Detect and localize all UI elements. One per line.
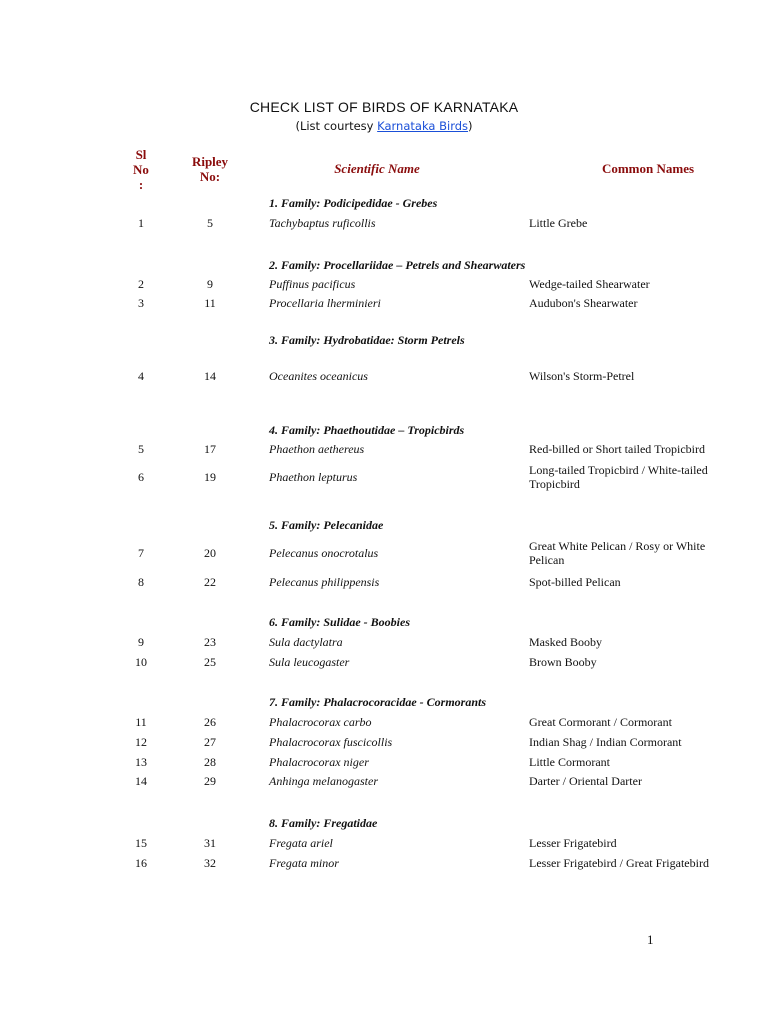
courtesy-prefix: (List courtesy bbox=[295, 119, 378, 133]
page-number: 1 bbox=[647, 932, 654, 947]
sl-cell: 2 bbox=[138, 277, 144, 291]
scientific-name-cell: Tachybaptus ruficollis bbox=[269, 216, 376, 230]
ripley-cell: 9 bbox=[207, 277, 213, 291]
sl-cell: 10 bbox=[135, 655, 147, 669]
common-name-cell: Audubon's Shearwater bbox=[529, 296, 638, 310]
family-heading: 2. Family: Procellariidae – Petrels and Shearwaters bbox=[269, 258, 526, 272]
ripley-cell: 14 bbox=[204, 369, 216, 383]
family-heading: 8. Family: Fregatidae bbox=[269, 816, 378, 830]
header-common-names: Common Names bbox=[601, 161, 695, 176]
ripley-cell: 32 bbox=[204, 856, 216, 870]
scientific-name-cell: Pelecanus philippensis bbox=[269, 575, 380, 589]
common-name-cell: Masked Booby bbox=[529, 635, 602, 649]
scientific-name-cell: Sula leucogaster bbox=[269, 655, 350, 669]
family-heading: 3. Family: Hydrobatidae: Storm Petrels bbox=[269, 333, 465, 347]
sl-cell: 4 bbox=[138, 369, 144, 383]
ripley-cell: 20 bbox=[204, 546, 216, 560]
common-name-cell: Little Grebe bbox=[529, 216, 588, 230]
family-heading: 6. Family: Sulidae - Boobies bbox=[269, 615, 410, 629]
common-name-cell: Indian Shag / Indian Cormorant bbox=[529, 735, 682, 749]
scientific-name-cell: Phaethon lepturus bbox=[269, 470, 358, 484]
common-name-cell: Long-tailed Tropicbird / White-tailed Tropicbird bbox=[529, 463, 708, 491]
sl-cell: 15 bbox=[135, 836, 147, 850]
ripley-cell: 5 bbox=[207, 216, 213, 230]
sl-cell: 1 bbox=[138, 216, 144, 230]
sl-cell: 7 bbox=[138, 546, 144, 560]
ripley-cell: 23 bbox=[204, 635, 216, 649]
family-heading: 1. Family: Podicipedidae - Grebes bbox=[269, 196, 438, 210]
ripley-cell: 26 bbox=[204, 715, 216, 729]
sl-cell: 3 bbox=[138, 296, 144, 310]
scientific-name-cell: Phalacrocorax carbo bbox=[269, 715, 372, 729]
common-name-cell: Little Cormorant bbox=[529, 755, 610, 769]
common-name-cell: Lesser Frigatebird / Great Frigatebird bbox=[529, 856, 709, 870]
family-heading: 5. Family: Pelecanidae bbox=[269, 518, 384, 532]
karnataka-birds-link[interactable]: Karnataka Birds bbox=[377, 119, 469, 133]
ripley-cell: 29 bbox=[204, 774, 216, 788]
ripley-cell: 22 bbox=[204, 575, 216, 589]
sl-cell: 14 bbox=[135, 774, 147, 788]
family-heading: 4. Family: Phaethoutidae – Tropicbirds bbox=[269, 423, 465, 437]
ripley-cell: 19 bbox=[204, 470, 216, 484]
page-title: CHECK LIST OF BIRDS OF KARNATAKA bbox=[249, 99, 519, 115]
ripley-cell: 27 bbox=[204, 735, 216, 749]
common-name-cell: Great Cormorant / Cormorant bbox=[529, 715, 672, 729]
scientific-name-cell: Anhinga melanogaster bbox=[269, 774, 378, 788]
ripley-cell: 31 bbox=[204, 836, 216, 850]
sl-cell: 16 bbox=[135, 856, 147, 870]
common-name-cell: Great White Pelican / Rosy or White Pelican bbox=[529, 539, 706, 567]
scientific-name-cell: Phaethon aethereus bbox=[269, 442, 365, 456]
sl-cell: 11 bbox=[135, 715, 147, 729]
sl-cell: 8 bbox=[138, 575, 144, 589]
sl-cell: 13 bbox=[135, 755, 147, 769]
ripley-cell: 11 bbox=[204, 296, 216, 310]
courtesy-suffix: ) bbox=[468, 119, 473, 133]
scientific-name-cell: Phalacrocorax fuscicollis bbox=[269, 735, 393, 749]
sl-cell: 12 bbox=[135, 735, 147, 749]
ripley-cell: 17 bbox=[204, 442, 216, 456]
common-name-cell: Wedge-tailed Shearwater bbox=[529, 277, 650, 291]
scientific-name-cell: Phalacrocorax niger bbox=[269, 755, 369, 769]
scientific-name-cell: Fregata ariel bbox=[269, 836, 333, 850]
header-ripley-no: Ripley No: bbox=[191, 154, 229, 184]
common-name-cell: Red-billed or Short tailed Tropicbird bbox=[529, 442, 705, 456]
common-name-cell: Darter / Oriental Darter bbox=[529, 774, 642, 788]
common-name-cell: Brown Booby bbox=[529, 655, 597, 669]
scientific-name-cell: Puffinus pacificus bbox=[269, 277, 356, 291]
ripley-cell: 28 bbox=[204, 755, 216, 769]
scientific-name-cell: Oceanites oceanicus bbox=[269, 369, 368, 383]
scientific-name-cell: Fregata minor bbox=[269, 856, 339, 870]
scientific-name-cell: Pelecanus onocrotalus bbox=[269, 546, 379, 560]
family-heading: 7. Family: Phalacrocoracidae - Cormorants bbox=[269, 695, 486, 709]
common-name-cell: Spot-billed Pelican bbox=[529, 575, 621, 589]
sl-cell: 9 bbox=[138, 635, 144, 649]
common-name-cell: Lesser Frigatebird bbox=[529, 836, 617, 850]
ripley-cell: 25 bbox=[204, 655, 216, 669]
scientific-name-cell: Procellaria lherminieri bbox=[269, 296, 381, 310]
courtesy-line bbox=[0, 119, 768, 133]
header-sl-no: Sl No : bbox=[133, 147, 149, 192]
header-scientific-name: Scientific Name bbox=[334, 161, 420, 176]
sl-cell: 6 bbox=[138, 470, 144, 484]
sl-cell: 5 bbox=[138, 442, 144, 456]
scientific-name-cell: Sula dactylatra bbox=[269, 635, 343, 649]
common-name-cell: Wilson's Storm-Petrel bbox=[529, 369, 635, 383]
